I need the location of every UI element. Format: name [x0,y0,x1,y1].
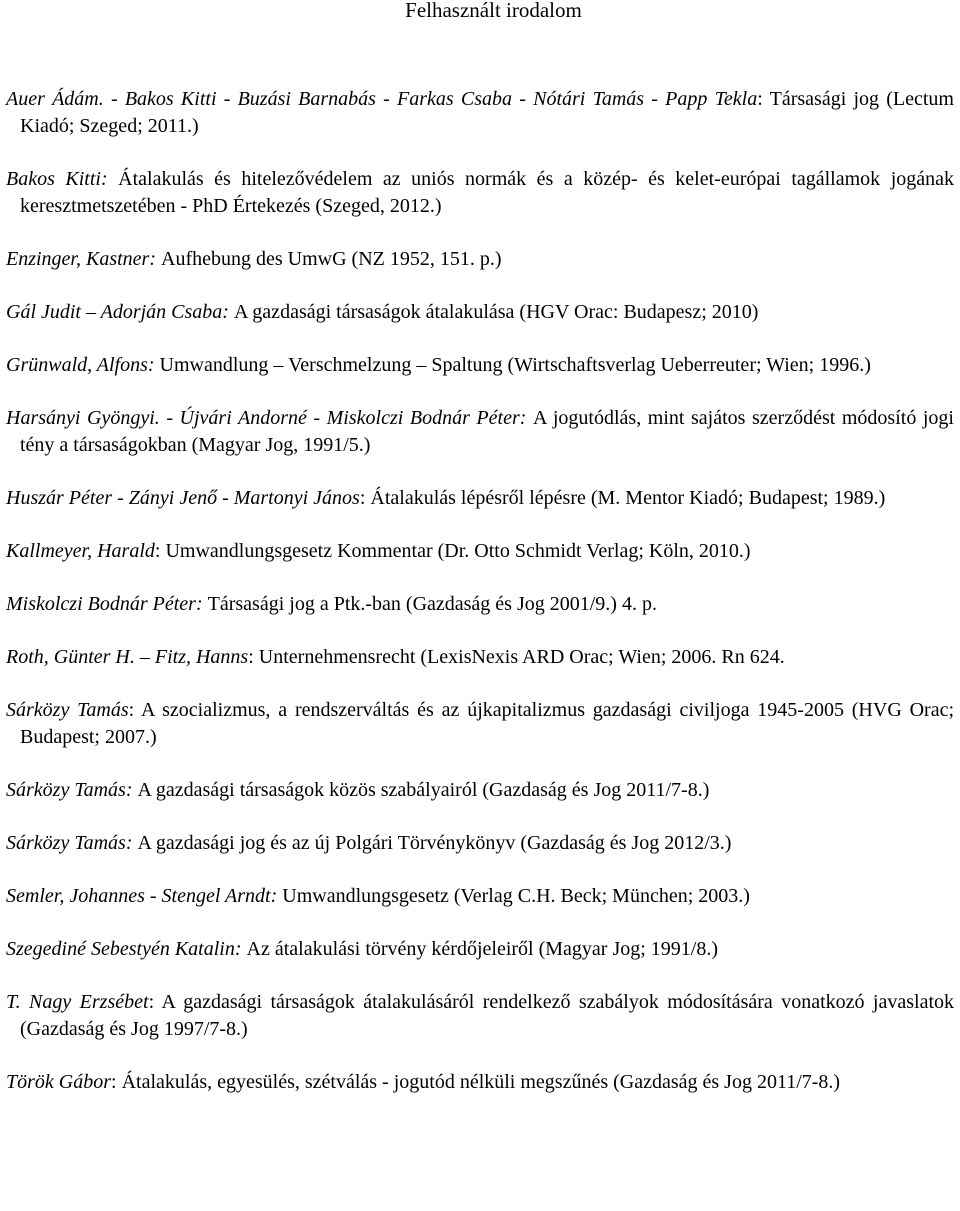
reference-authors: Miskolczi Bodnár Péter: [6,593,208,615]
reference-separator: : [248,646,259,668]
reference-separator: : [154,540,166,562]
reference-work: A gazdasági jog és az új Polgári Törvénykönyv (Gazdaság és Jog 2012/3.) [137,832,732,854]
reference-item [6,883,954,910]
reference-item [6,246,954,273]
reference-item [6,830,954,857]
reference-authors: T. Nagy Erzsébet [6,991,149,1013]
reference-list [6,86,954,1096]
reference-item [6,936,954,963]
reference-work: Unternehmensrecht (LexisNexis ARD Orac; Wien; 2006. Rn 624. [258,646,785,668]
reference-work: Átalakulás, egyesülés, szétválás - jogutód nélküli megszűnés (Gazdaság és Jog 2011/7-8.) [121,1071,841,1093]
reference-separator: : [359,487,371,509]
reference-authors: Sárközy Tamás: [6,832,138,854]
reference-authors: Auer Ádám. - Bakos Kitti - Buzási Barnabás - Farkas Csaba - Nótári Tamás - Papp Tekla [6,88,758,110]
reference-item [6,352,954,379]
reference-item [6,166,954,220]
reference-work: A gazdasági társaságok átalakulása (HGV Orac: Budapesz; 2010) [233,301,759,323]
reference-work: Társasági jog (Lectum Kiadó; Szeged; 2011.) [20,88,954,137]
reference-work: Átalakulás és hitelezővédelem az uniós normák és a közép- és kelet-európai tagállamok jogának keresztmetszetében - PhD Értekezés (Szeged, 2012.) [20,168,954,217]
reference-authors: Török Gábor [6,1071,112,1093]
reference-work: A gazdasági társaságok átalakulásáról rendelkező szabályok módosítására vonatkozó javaslatok (Gazdaság és Jog 1997/7-8.) [20,991,955,1040]
reference-item [6,989,954,1043]
reference-item [6,591,954,618]
reference-authors: Sárközy Tamás: [6,779,138,801]
reference-authors: Huszár Péter - Zányi Jenő - Martonyi János [6,487,360,509]
reference-item [6,777,954,804]
reference-work: Átalakulás lépésről lépésre (M. Mentor Kiadó; Budapest; 1989.) [370,487,886,509]
reference-work: Umwandlungsgesetz (Verlag C.H. Beck; München; 2003.) [282,885,750,907]
reference-item [6,299,954,326]
reference-work: A jogutódlás, mint sajátos szerződést módosító jogi tény a társaságokban (Magyar Jog, 1991/5.) [20,407,954,456]
reference-item [6,538,954,565]
reference-authors: Bakos Kitti: [6,168,119,190]
page-title: Felhasznált irodalom [405,0,582,22]
reference-separator: : [111,1071,122,1093]
reference-item [6,86,954,140]
reference-work: A szocializmus, a rendszerváltás és az újkapitalizmus gazdasági civiljoga 1945-2005 (HVG Orac; Budapest; 2007.) [20,699,954,748]
reference-work: A gazdasági társaságok közös szabályairól (Gazdaság és Jog 2011/7-8.) [137,779,710,801]
reference-authors: Szegediné Sebestyén Katalin: [6,938,247,960]
reference-authors: Semler, Johannes - Stengel Arndt: [6,885,283,907]
reference-work: Umwandlungsgesetz Kommentar (Dr. Otto Schmidt Verlag; Köln, 2010.) [165,540,751,562]
reference-authors: Roth, Günter H. – Fitz, Hanns [6,646,249,668]
reference-work: Umwandlung – Verschmelzung – Spaltung (Wirtschaftsverlag Ueberreuter; Wien; 1996.) [159,354,871,376]
reference-authors: Gál Judit – Adorján Csaba: [6,301,234,323]
reference-authors: Sárközy Tamás [6,699,129,721]
reference-authors: Grünwald, Alfons: [6,354,160,376]
reference-authors: Harsányi Gyöngyi. - Újvári Andorné - Miskolczi Bodnár Péter: [6,407,533,429]
reference-separator: : [148,991,162,1013]
reference-item [6,485,954,512]
reference-separator: : [128,699,141,721]
reference-item [6,1069,954,1096]
reference-work: Társasági jog a Ptk.-ban (Gazdaság és Jog 2001/9.) 4. p. [207,593,657,615]
reference-authors: Kallmeyer, Harald [6,540,155,562]
reference-work: Aufhebung des UmwG (NZ 1952, 151. p.) [161,248,502,270]
reference-authors: Enzinger, Kastner: [6,248,161,270]
reference-separator: : [757,88,770,110]
reference-item [6,405,954,459]
reference-item [6,644,954,671]
reference-work: Az átalakulási törvény kérdőjeleiről (Magyar Jog; 1991/8.) [246,938,719,960]
reference-item [6,697,954,751]
